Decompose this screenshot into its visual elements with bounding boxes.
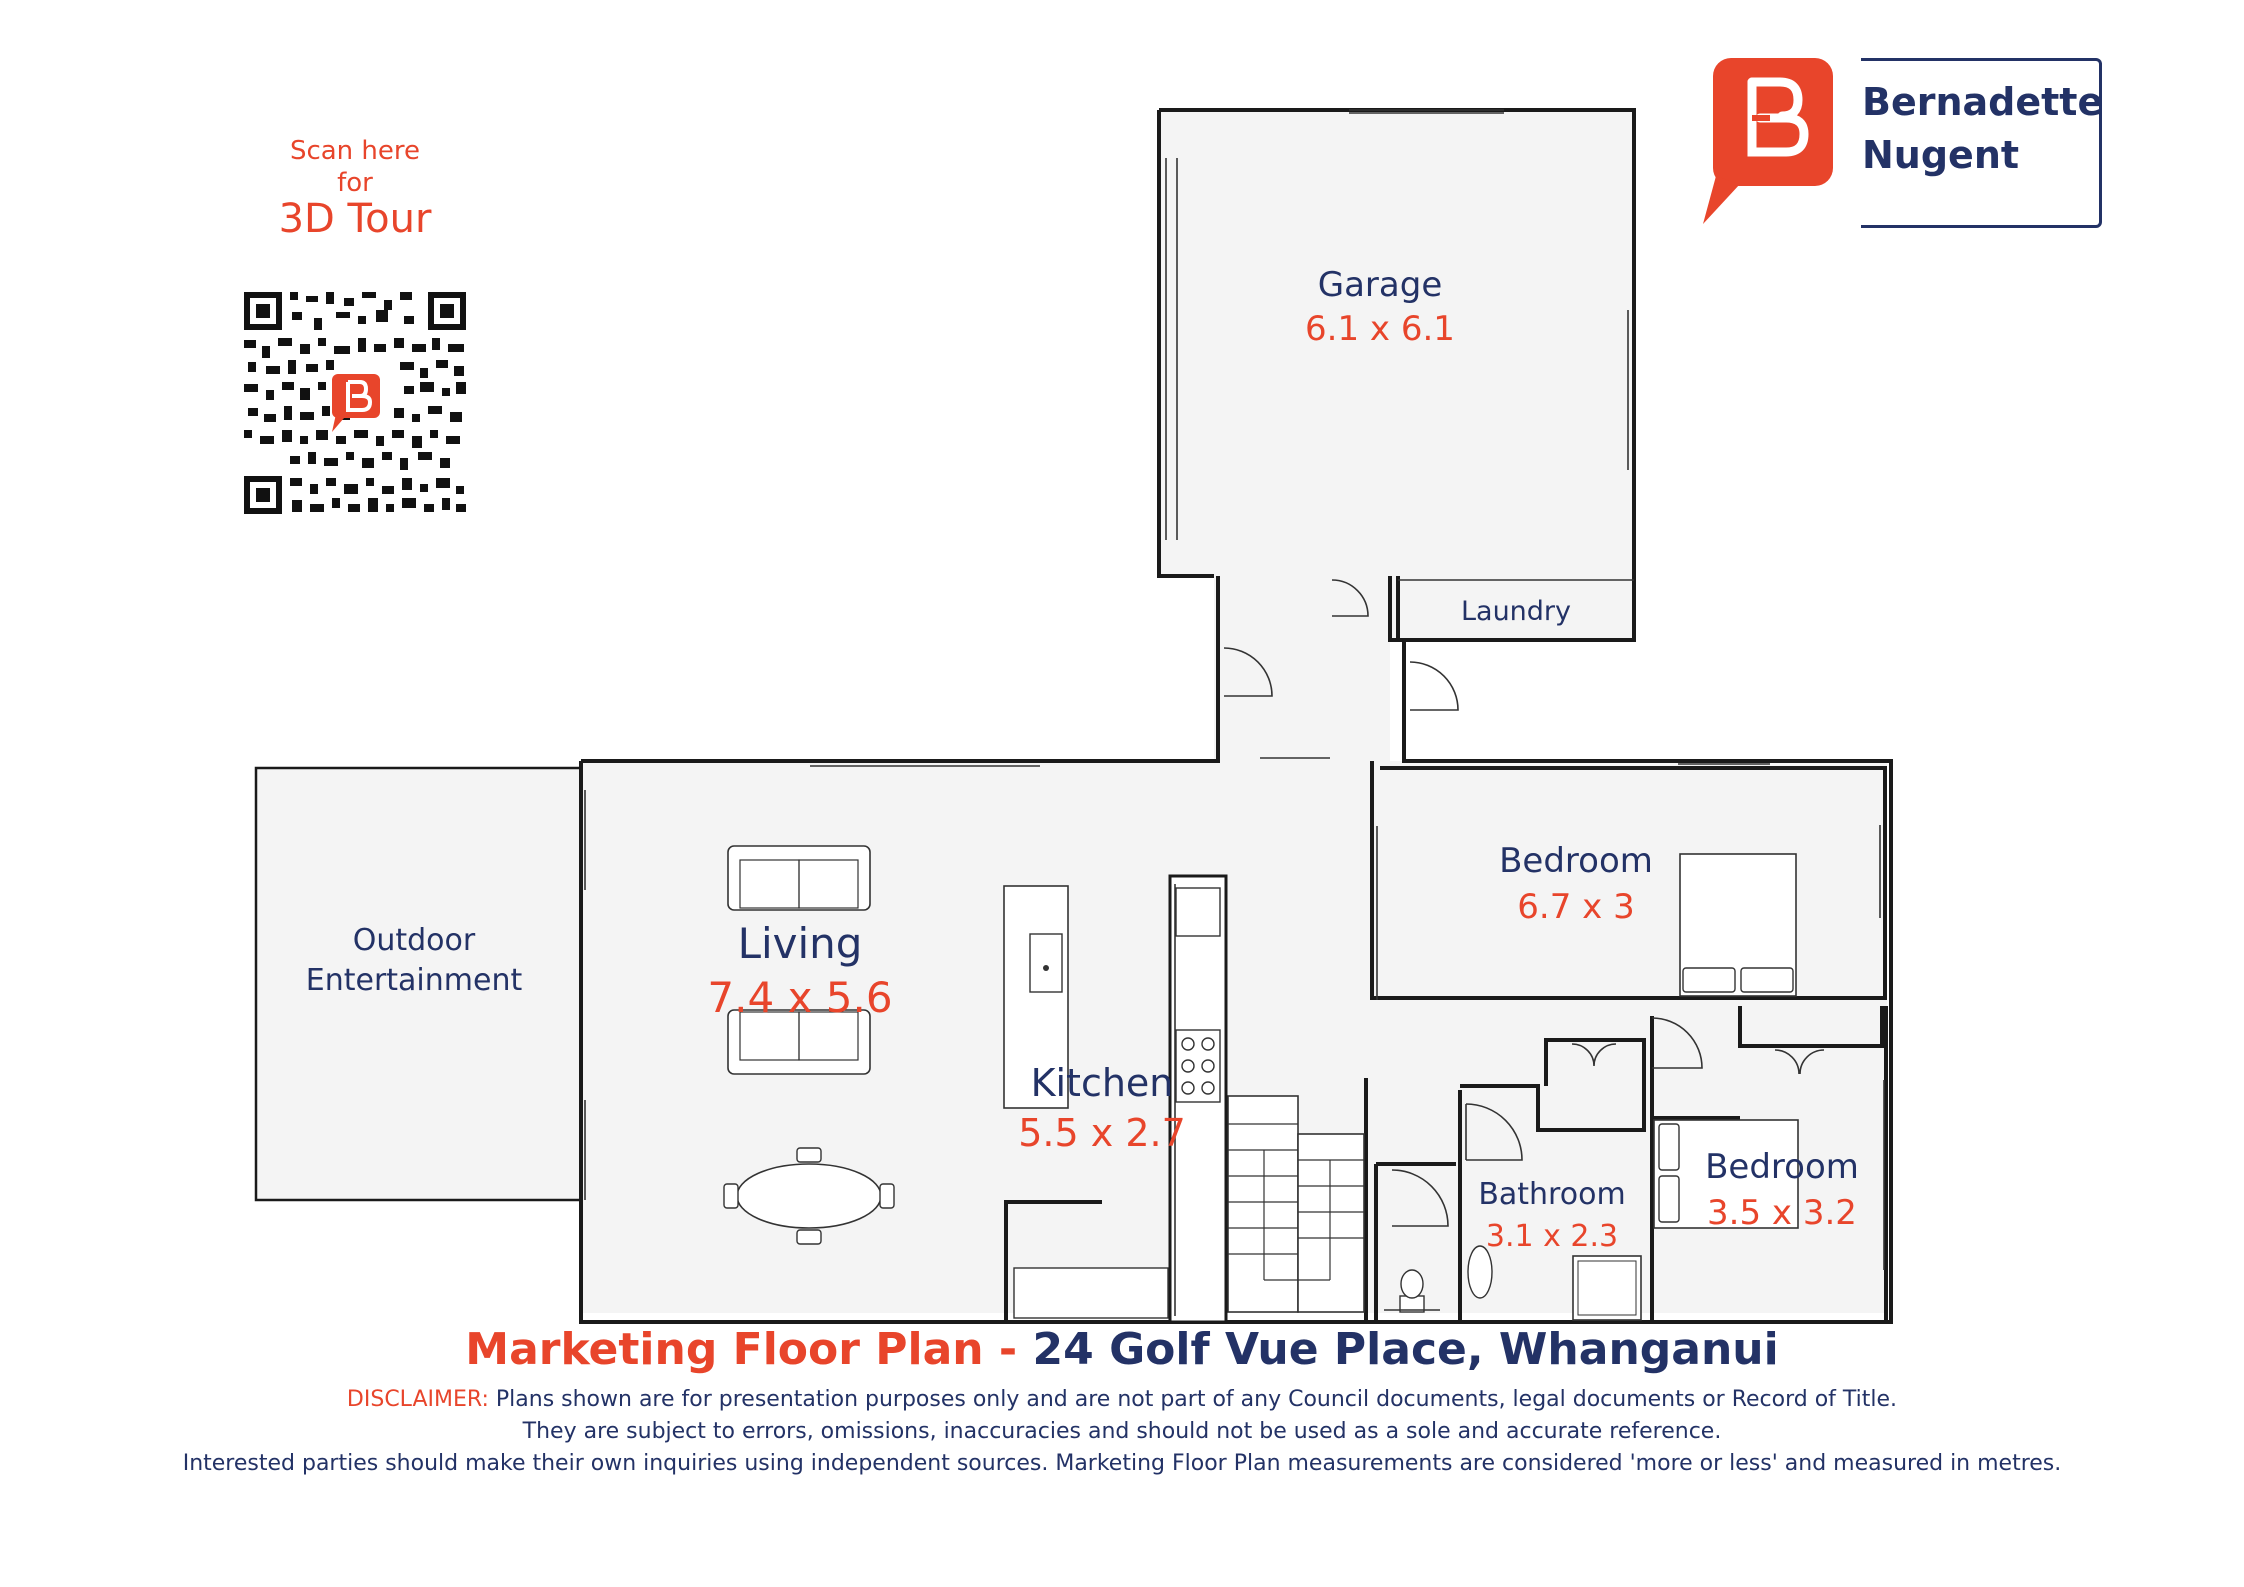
disclaimer-line-3: Interested parties should make their own inquiries using independent sources. Marketing Floor Plan measurements are considered 'more or less' and measured in metres.: [182, 1451, 2062, 1476]
qr-finder-top-left: [244, 292, 282, 330]
qr-caption-3d-tour: 3D Tour: [278, 196, 432, 242]
cooktop-icon: [1176, 1030, 1220, 1102]
bedroom-1-dimensions: 6.7 x 3: [1517, 887, 1635, 927]
kitchen-dimensions: 5.5 x 2.7: [1018, 1111, 1186, 1155]
living-label: Living: [737, 919, 863, 968]
laundry-label: Laundry: [1460, 596, 1572, 627]
plan-title-address: 24 Golf Vue Place, Whanganui: [1032, 1324, 1779, 1375]
brand-logo-icon: [1703, 58, 1833, 224]
double-bed-icon: [1680, 854, 1796, 996]
outdoor-label-line2: Entertainment: [305, 963, 523, 998]
kitchen-label: Kitchen: [1030, 1061, 1174, 1105]
shower-icon: [1573, 1256, 1641, 1320]
qr-finder-bottom-left: [244, 476, 282, 514]
plan-title: [0, 1324, 2244, 1375]
bedroom-2-dimensions: 3.5 x 3.2: [1707, 1193, 1857, 1233]
garage-dimensions: 6.1 x 6.1: [1305, 309, 1455, 349]
qr-finder-top-right: [428, 292, 466, 330]
disclaimer-line-1: [0, 1387, 2244, 1412]
sofa-icon: [728, 846, 870, 910]
bathroom-dimensions: 3.1 x 2.3: [1485, 1219, 1619, 1254]
bedroom-1-label: Bedroom: [1499, 841, 1653, 881]
qr-caption-for: for: [337, 168, 373, 198]
garage-label: Garage: [1317, 265, 1443, 305]
outdoor-label-line1: Outdoor: [352, 923, 476, 958]
disclaimer-line-2: They are subject to errors, omissions, inaccuracies and should not be used as a sole and accurate reference.: [522, 1419, 1722, 1444]
bedroom-2-label: Bedroom: [1705, 1147, 1859, 1187]
toilet-icon: [1400, 1270, 1424, 1312]
disclaimer-text-1: Plans shown are for presentation purposes only and are not part of any Council documents, legal documents or Record of Title.: [495, 1387, 1898, 1412]
living-dimensions: 7.4 x 5.6: [707, 973, 893, 1022]
qr-caption-scan-here: Scan here: [289, 136, 421, 166]
logo-name-last: Nugent: [1862, 133, 2020, 177]
plan-title-prefix: Marketing Floor Plan -: [465, 1324, 1018, 1375]
logo-name-first: Bernadette: [1862, 80, 2104, 124]
disclaimer-label: DISCLAIMER:: [346, 1387, 489, 1412]
qr-code[interactable]: [242, 290, 468, 516]
bathroom-label: Bathroom: [1478, 1177, 1626, 1212]
